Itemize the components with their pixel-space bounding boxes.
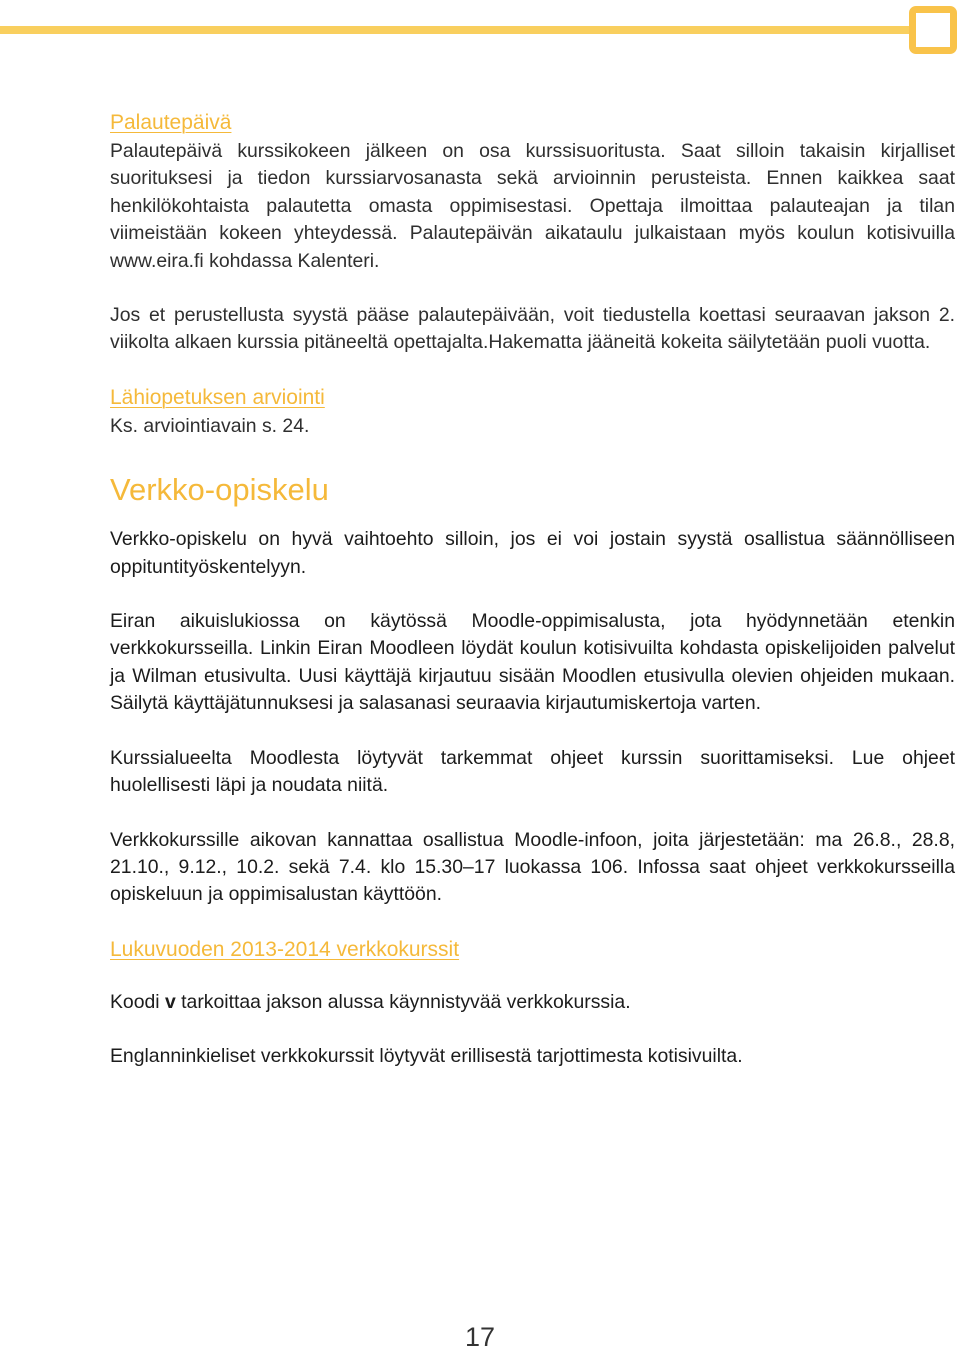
koodi-code: v	[164, 990, 176, 1013]
page-content	[110, 108, 955, 1071]
englanninkieliset-paragraph: Englanninkieliset verkkokurssit löytyvät erillisestä tarjottimesta kotisivuilta.	[110, 1045, 743, 1068]
verkko-paragraph-2: Eiran aikuislukiossa on käytössä Moodle-oppimisalusta, jota hyödynnetään etenkin verkkokursseilla. Linkin Eiran Moodleen löydät koulun kotisivuilta kohdasta opiskelijoiden palvelut ja Wilman etusivulta. Uusi käyttäjä kirjautuu sisään Moodlen etusivulla olevien ohjeiden mukaan. Säilytä käyttäjätunnuksesi ja salasanasi seuraavia kirjautumiskertoja varten.	[110, 610, 955, 715]
corner-square-decoration	[909, 6, 957, 54]
verkko-paragraph-4: Verkkokurssille aikovan kannattaa osallistua Moodle-infoon, joita järjestetään: ma 26.8., 28.8, 21.10., 9.12., 10.2. sekä 7.4. klo 15.30–17 luokassa 106. Infossa saat ohjeet verkkokursseilla opiskeluun ja oppimisalustan käyttöön.	[110, 828, 955, 906]
verkko-paragraph-3: Kurssialueelta Moodlesta löytyvät tarkemmat ohjeet kurssin suorittamiseksi. Lue ohjeet huolellisesti läpi ja noudata niitä.	[110, 746, 955, 797]
palautepaiva-paragraph-1: Palautepäivä kurssikokeen jälkeen on osa kurssisuoritusta. Saat silloin takaisin kirjalliset suorituksesi ja tiedon kurssiarvosanasta sekä arvioinnin perusteista. Ennen kaikkea saat henkilökohtaista palautetta omasta oppimisestasi. Opettaja ilmoittaa palauteajan ja tilan viimeistään kokeen yhteydessä. Palautepäivän aikataulu julkaistaan myös koulun kotisivuilla www.eira.fi kohdassa Kalenteri.	[110, 140, 955, 272]
top-decorative-bar	[0, 26, 918, 34]
lahiopetus-paragraph: Ks. arviointiavain s. 24.	[110, 414, 310, 437]
koodi-text-after: tarkoittaa jakson alussa käynnistyvää verkkokurssia.	[175, 990, 631, 1013]
palautepaiva-paragraph-2: Jos et perustellusta syystä pääse palautepäivään, voit tiedustella koettasi seuraavan jakson 2. viikolta alkaen kurssia pitäneeltä opettajalta.Hakematta jääneitä kokeita säilytetään puoli vuotta.	[110, 304, 955, 354]
heading-palautepaiva: Palautepäivä	[110, 111, 232, 134]
heading-lukuvuoden-verkkokurssit: Lukuvuoden 2013-2014 verkkokurssit	[110, 937, 460, 961]
heading-verkko-opiskelu: Verkko-opiskelu	[110, 472, 329, 508]
heading-lahiopetus: Lähiopetuksen arviointi	[110, 385, 325, 409]
verkko-paragraph-1: Verkko-opiskelu on hyvä vaihtoehto silloin, jos ei voi jostain syystä osallistua säännölliseen oppituntityöskentelyyn.	[110, 528, 955, 578]
page-number: 17	[464, 1322, 496, 1352]
koodi-paragraph	[110, 989, 955, 1016]
koodi-text-before: Koodi	[110, 990, 165, 1013]
